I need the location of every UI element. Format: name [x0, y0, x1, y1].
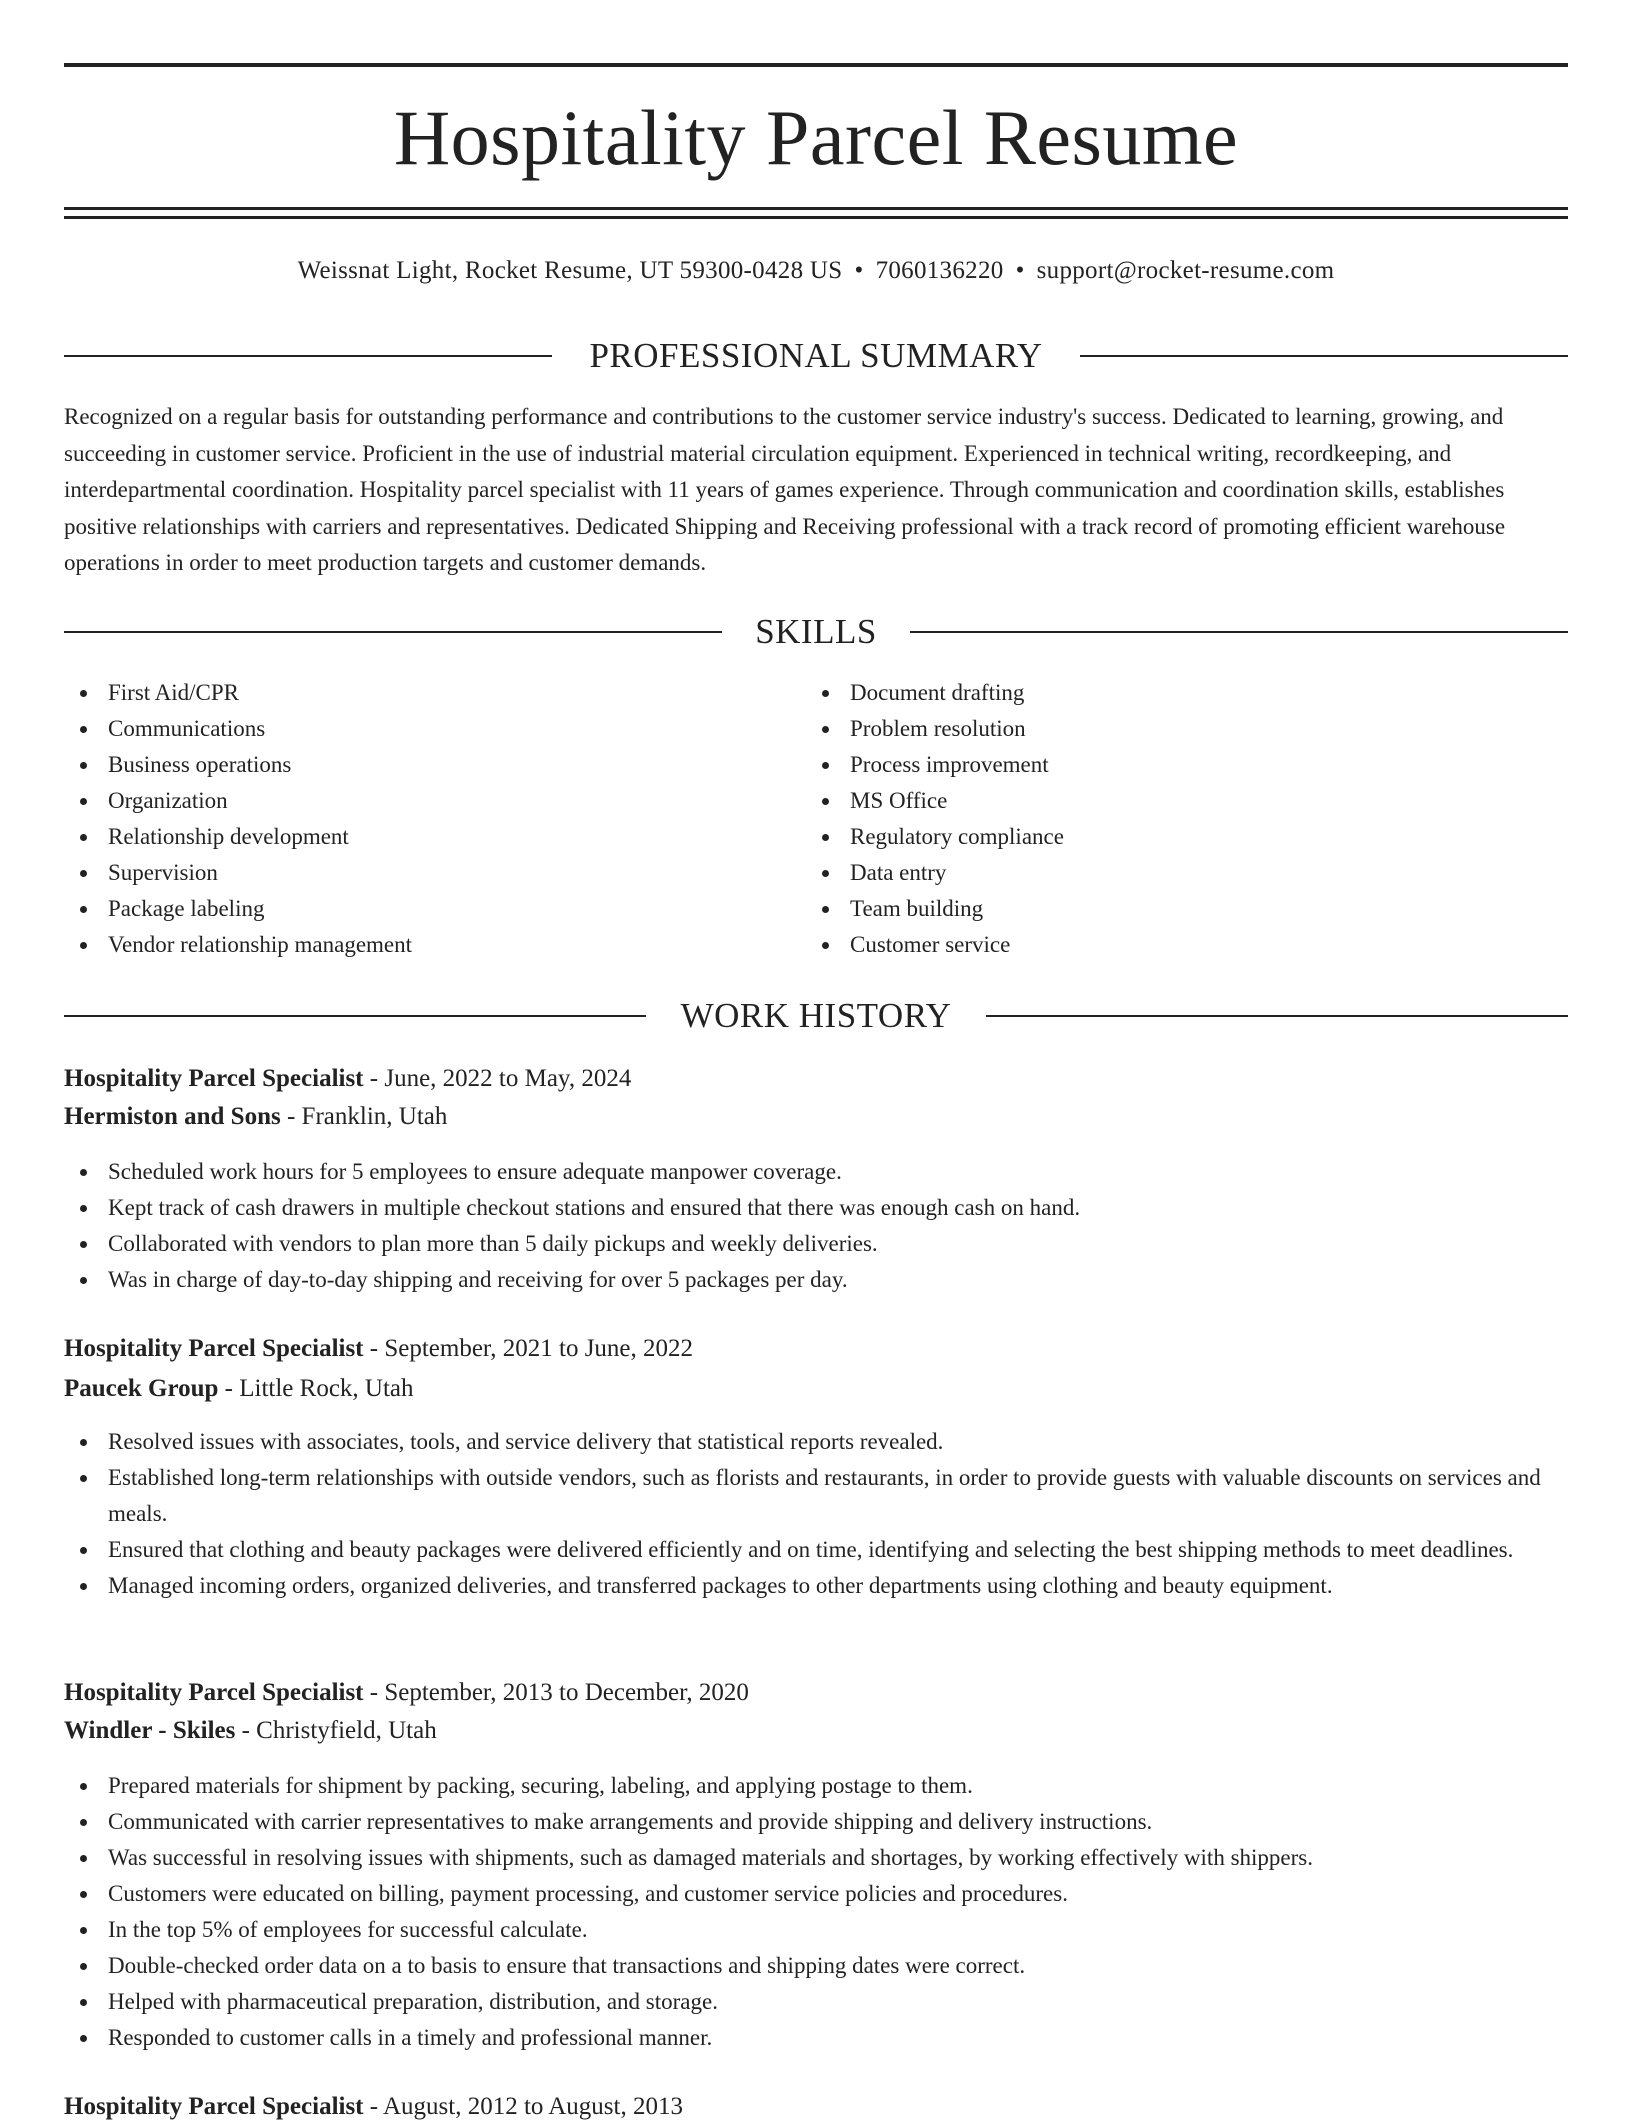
job-company: Paucek Group	[64, 1375, 219, 1402]
skill-item: Communications	[64, 711, 412, 747]
job-title-line	[64, 1674, 1568, 1712]
job-bullet: Helped with pharmaceutical preparation, distribution, and storage.	[64, 1984, 1568, 2020]
job-bullet: Prepared materials for shipment by packing, securing, labeling, and applying postage to them.	[64, 1768, 1568, 1804]
skill-item: Process improvement	[806, 747, 1064, 783]
contact-address: Weissnat Light, Rocket Resume, UT 59300-0428 US	[297, 257, 843, 284]
skill-item: Supervision	[64, 855, 412, 891]
skill-item: Team building	[806, 891, 1064, 927]
job-bullet: Established long-term relationships with outside vendors, such as florists and restaurants, in order to provide guests with valuable discounts on services and meals.	[64, 1460, 1568, 1532]
job-title: Hospitality Parcel Specialist	[64, 1065, 364, 1092]
job-bullets	[64, 1768, 1568, 2056]
skill-item: Organization	[64, 783, 412, 819]
job-bullets	[64, 1154, 1568, 1298]
skills-column-right	[806, 675, 1064, 963]
job-dates: - September, 2013 to December, 2020	[363, 1679, 749, 1706]
resume-title: Hospitality Parcel Resume	[393, 94, 1239, 181]
contact-separator: •	[1015, 257, 1025, 284]
contact-phone: 7060136220	[875, 257, 1004, 284]
job-bullet: Resolved issues with associates, tools, and service delivery that statistical reports revealed.	[64, 1424, 1568, 1460]
skills-column-left	[64, 675, 412, 963]
job-dates: - September, 2021 to June, 2022	[363, 1335, 694, 1362]
title-rule-lower	[64, 216, 1568, 219]
work-heading	[64, 994, 1568, 1038]
job-bullet: Ensured that clothing and beauty packages were delivered efficiently and on time, identifying and selecting the best shipping methods to meet deadlines.	[64, 1532, 1568, 1568]
skill-item: Document drafting	[806, 675, 1064, 711]
job-bullet: Communicated with carrier representatives to make arrangements and provide shipping and delivery instructions.	[64, 1804, 1568, 1840]
skill-item: Relationship development	[64, 819, 412, 855]
job-company: Hermiston and Sons	[64, 1103, 281, 1130]
job-dates: - August, 2012 to August, 2013	[363, 2093, 683, 2120]
skill-item: Problem resolution	[806, 711, 1064, 747]
heading-rule-right	[1080, 355, 1568, 357]
skill-item: First Aid/CPR	[64, 675, 412, 711]
job-location: - Christyfield, Utah	[235, 1717, 437, 1744]
skill-item: Vendor relationship management	[64, 927, 412, 963]
heading-rule-right	[986, 1015, 1568, 1017]
summary-text: Recognized on a regular basis for outstanding performance and contributions to the customer service industry's success. Dedicated to learning, growing, and succeeding in customer service. Proficient in the use of industrial material circulation equipment. Experienced in technical writing, recordkeeping, and interdepartmental coordination. Hospitality parcel specialist with 11 years of games experience. Through communication and coordination skills, establishes positive relationships with carriers and representatives. Dedicated Shipping and Receiving professional with a track record of promoting efficient warehouse operations in order to meet production targets and customer demands.	[64, 404, 1506, 575]
contact-line	[64, 254, 1568, 288]
skill-item: Customer service	[806, 927, 1064, 963]
job-company-line	[64, 1370, 1568, 1408]
job-company-line	[64, 1098, 1568, 1136]
skills-heading	[64, 610, 1568, 654]
job-title: Hospitality Parcel Specialist	[64, 2093, 364, 2120]
job-title-line	[64, 2088, 1568, 2126]
skills-heading-label: SKILLS	[755, 612, 877, 651]
job-title: Hospitality Parcel Specialist	[64, 1679, 364, 1706]
skill-item: Data entry	[806, 855, 1064, 891]
job-bullet: Managed incoming orders, organized deliveries, and transferred packages to other departments using clothing and beauty equipment.	[64, 1568, 1568, 1604]
title-rule-upper	[64, 207, 1568, 210]
job-company-line	[64, 1712, 1568, 1750]
job-bullet: In the top 5% of employees for successful calculate.	[64, 1912, 1568, 1948]
top-rule	[64, 63, 1568, 67]
job-bullet: Was successful in resolving issues with shipments, such as damaged materials and shortages, by working effectively with shippers.	[64, 1840, 1568, 1876]
job-bullet: Collaborated with vendors to plan more than 5 daily pickups and weekly deliveries.	[64, 1226, 1568, 1262]
job-dates: - June, 2022 to May, 2024	[363, 1065, 632, 1092]
job-bullet: Double-checked order data on a to basis to ensure that transactions and shipping dates were correct.	[64, 1948, 1568, 1984]
skill-item: Business operations	[64, 747, 412, 783]
job-location: - Franklin, Utah	[280, 1103, 448, 1130]
skill-item: MS Office	[806, 783, 1064, 819]
heading-rule-right	[910, 631, 1568, 633]
job-title-line	[64, 1330, 1568, 1368]
job-bullet: Scheduled work hours for 5 employees to ensure adequate manpower coverage.	[64, 1154, 1568, 1190]
job-bullet: Kept track of cash drawers in multiple checkout stations and ensured that there was enough cash on hand.	[64, 1190, 1568, 1226]
summary-heading-label: PROFESSIONAL SUMMARY	[589, 336, 1043, 375]
contact-email: support@rocket-resume.com	[1036, 257, 1335, 284]
job-bullet: Customers were educated on billing, payment processing, and customer service policies and procedures.	[64, 1876, 1568, 1912]
work-heading-label: WORK HISTORY	[680, 996, 952, 1035]
contact-separator: •	[854, 257, 864, 284]
job-bullets	[64, 1424, 1568, 1604]
summary-heading	[64, 334, 1568, 378]
job-bullet: Was in charge of day-to-day shipping and receiving for over 5 packages per day.	[64, 1262, 1568, 1298]
job-bullet: Responded to customer calls in a timely and professional manner.	[64, 2020, 1568, 2056]
job-company: Windler - Skiles	[64, 1717, 236, 1744]
job-title-line	[64, 1060, 1568, 1098]
job-title: Hospitality Parcel Specialist	[64, 1335, 364, 1362]
job-location: - Little Rock, Utah	[218, 1375, 414, 1402]
skill-item: Package labeling	[64, 891, 412, 927]
skill-item: Regulatory compliance	[806, 819, 1064, 855]
